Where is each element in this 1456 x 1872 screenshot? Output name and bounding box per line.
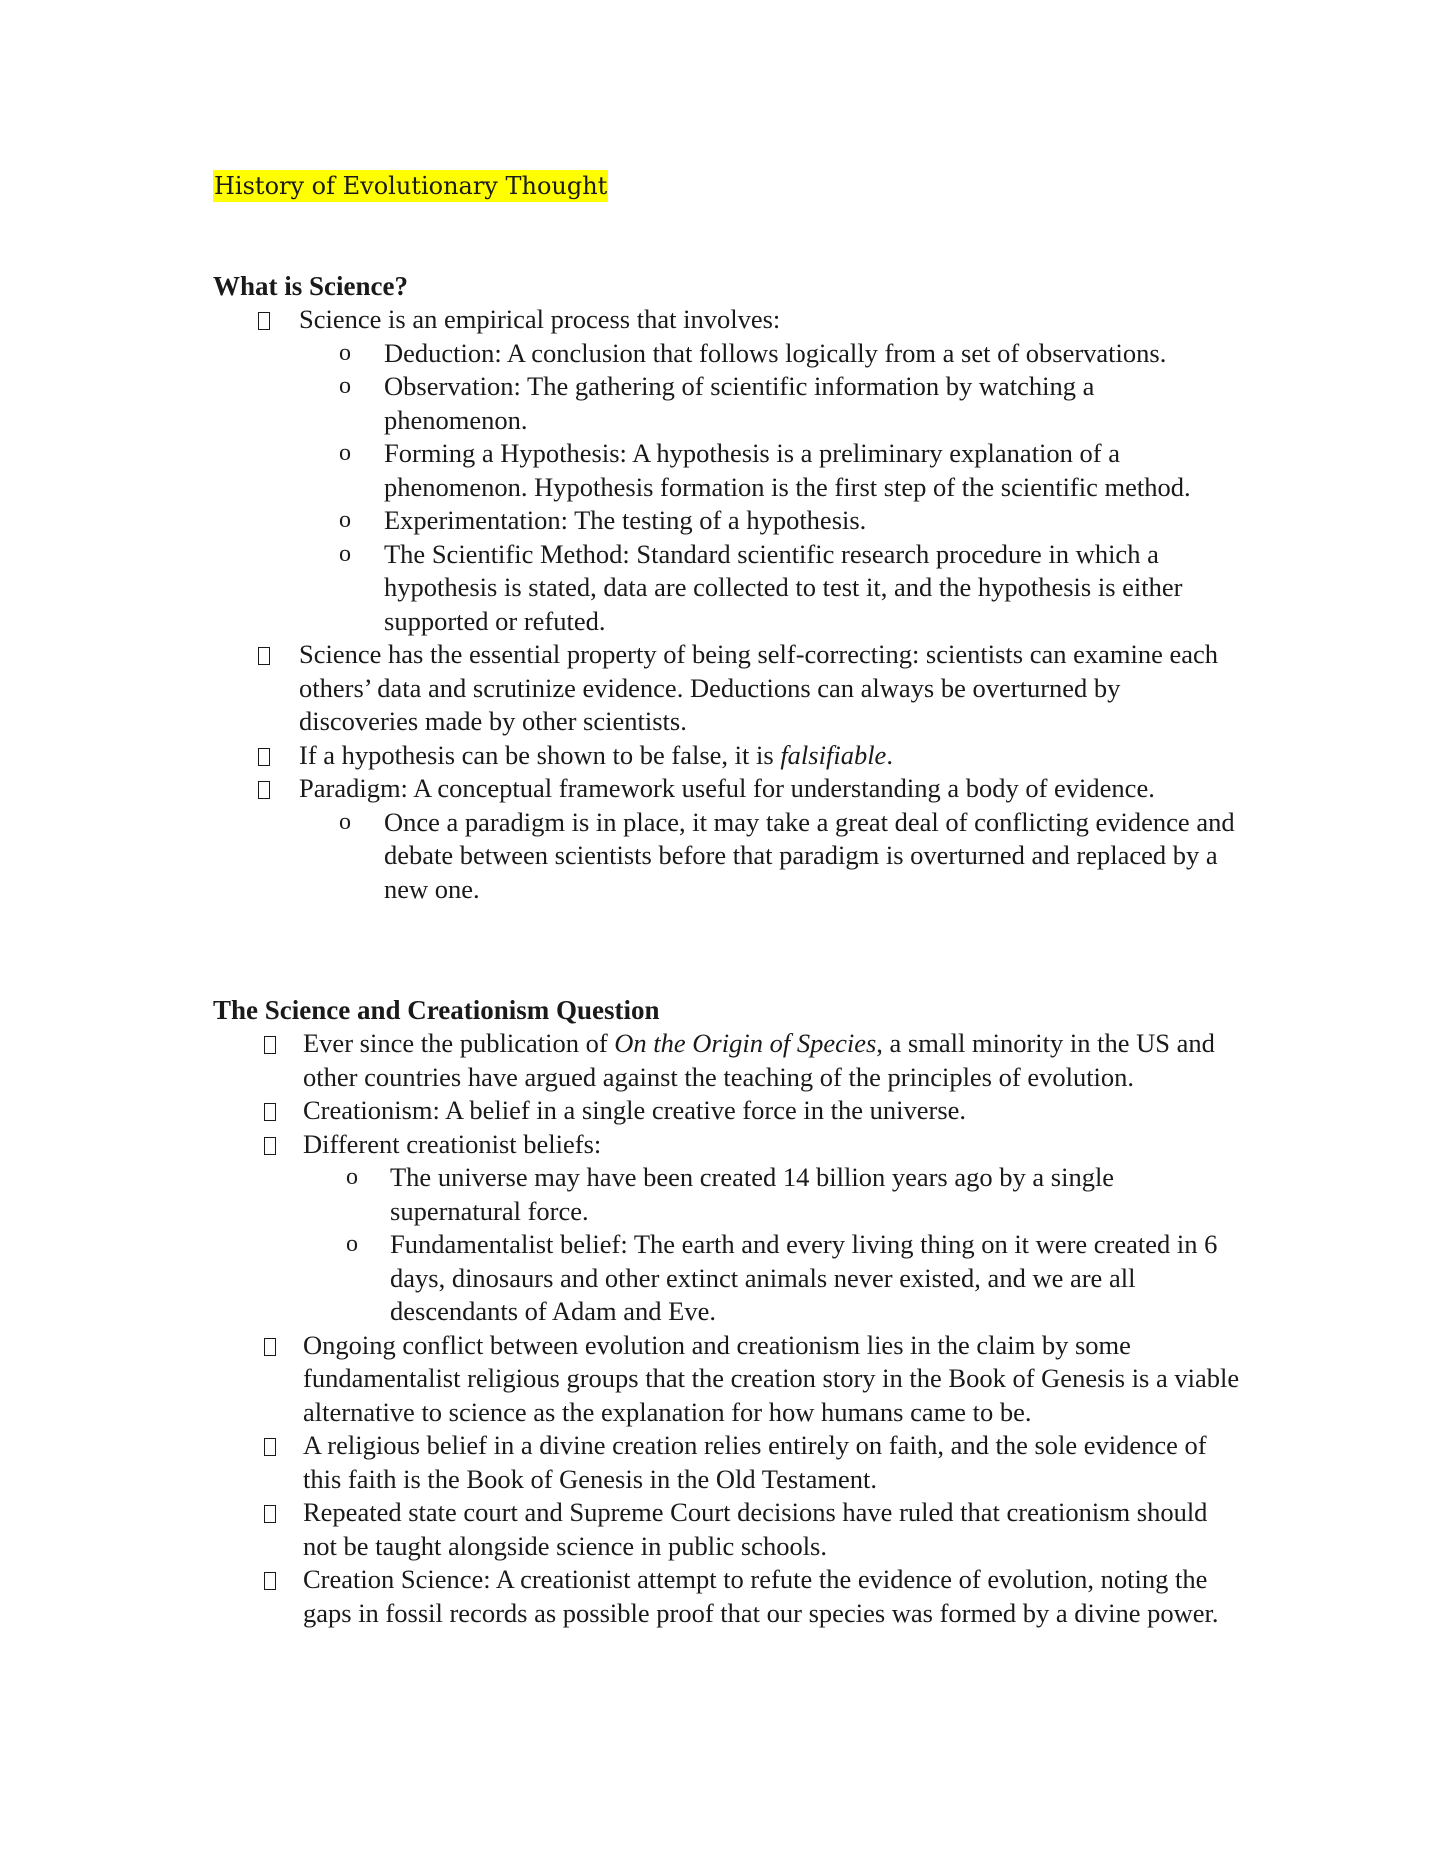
sub-list (213, 1161, 1243, 1329)
square-bullet-icon (264, 1338, 276, 1356)
sub-list-item-text: Observation: The gathering of scientific information by watching a phenomenon. (384, 371, 1095, 435)
sub-list-item-text: The universe may have been created 14 billion years ago by a single supernatural force. (390, 1162, 1115, 1226)
square-bullet-icon (258, 312, 270, 330)
sub-list-item-text: Experimentation: The testing of a hypothesis. (384, 505, 867, 535)
sub-list-item-text: Fundamentalist belief: The earth and every living thing on it were created in 6 days, dinosaurs and other extinct animals never existed, and we are all descendants of Adam and Eve. (390, 1229, 1218, 1326)
square-bullet-icon (264, 1036, 276, 1054)
section-heading: What is Science? (213, 271, 408, 301)
circle-bullet-icon: o (339, 540, 351, 567)
sub-list-item (213, 806, 1243, 907)
list-item-text: Paradigm: A conceptual framework useful for understanding a body of evidence. (299, 773, 1155, 803)
italic-term: falsifiable (780, 739, 887, 770)
circle-bullet-icon: o (346, 1231, 358, 1257)
list-item-text: Repeated state court and Supreme Court decisions have ruled that creationism should not be taught alongside science in public schools. (303, 1497, 1208, 1561)
list-item (213, 1429, 1243, 1496)
sub-list-item-text: Once a paradigm is in place, it may take a great deal of conflicting evidence and debate between scientists before that paradigm is overturned and replaced by a new one. (384, 806, 1235, 904)
circle-bullet-icon: o (346, 1164, 358, 1190)
square-bullet-icon (258, 647, 270, 665)
sub-list (213, 337, 1243, 639)
bullet-list (213, 1027, 1243, 1630)
list-item-text: Creationism: A belief in a single creative force in the universe. (303, 1095, 967, 1125)
italic-book-title: On the Origin of Species (614, 1028, 877, 1058)
list-item-text: Different creationist beliefs: (303, 1128, 602, 1159)
circle-bullet-icon: o (339, 808, 351, 835)
square-bullet-icon (258, 748, 270, 766)
square-bullet-icon (264, 1572, 276, 1590)
list-item (213, 772, 1243, 906)
list-item-text: Ongoing conflict between evolution and creationism lies in the claim by some fundamentalist religious groups that the creation story in the Book of Genesis is a viable alternative to science as the explanation for how humans came to be. (303, 1329, 1240, 1427)
section-what-is-science (213, 270, 1243, 906)
sub-list-item (213, 437, 1243, 504)
bullet-list (213, 303, 1243, 906)
list-item-text: Ever since the publication of On the Origin of Species, a small minority in the US and other countries have argued against the teaching of the principles of evolution. (303, 1028, 1215, 1092)
square-bullet-icon (264, 1137, 276, 1155)
section-heading: The Science and Creationism Question (213, 995, 660, 1025)
list-item-text: Creation Science: A creationist attempt to refute the evidence of evolution, noting the gaps in fossil records as possible proof that our species was formed by a divine power. (303, 1564, 1219, 1628)
list-item (213, 1329, 1243, 1430)
section-science-and-creationism (213, 994, 1243, 1630)
sub-list-item (213, 337, 1243, 371)
list-item (213, 1563, 1243, 1630)
circle-bullet-icon: o (339, 440, 351, 466)
sub-list-item (213, 504, 1243, 538)
list-item-text: Science has the essential property of being self-correcting: scientists can examine each others’ data and scrutinize evidence. Deductions can always be overturned by discoveries made by other scientists. (299, 639, 1219, 736)
sub-list-item-text: Forming a Hypothesis: A hypothesis is a preliminary explanation of a phenomenon. Hypothesis formation is the first step of the scientific method. (384, 438, 1191, 502)
circle-bullet-icon: o (339, 339, 351, 366)
sub-list-item (213, 1228, 1243, 1329)
list-item (213, 638, 1243, 739)
square-bullet-icon (264, 1505, 276, 1523)
list-item-text: Science is an empirical process that involves: (299, 304, 781, 334)
list-item (213, 1496, 1243, 1563)
sub-list-item-text: Deduction: A conclusion that follows logically from a set of observations. (384, 337, 1167, 368)
list-item-text: If a hypothesis can be shown to be false, it is falsifiable. (299, 739, 893, 770)
document-title: History of Evolutionary Thought (214, 172, 608, 200)
circle-bullet-icon: o (339, 373, 351, 399)
circle-bullet-icon: o (339, 507, 351, 533)
list-item (213, 1094, 1243, 1128)
sub-list (213, 806, 1243, 907)
list-item (213, 303, 1243, 638)
square-bullet-icon (264, 1438, 276, 1456)
list-item (213, 1128, 1243, 1329)
list-item (213, 739, 1243, 773)
square-bullet-icon (258, 781, 270, 799)
sub-list-item (213, 1161, 1243, 1228)
list-item-text: A religious belief in a divine creation relies entirely on faith, and the sole evidence of this faith is the Book of Genesis in the Old Testament. (303, 1430, 1207, 1494)
sub-list-item-text: The Scientific Method: Standard scientific research procedure in which a hypothesis is stated, data are collected to test it, and the hypothesis is either supported or refuted. (384, 538, 1183, 636)
list-item (213, 1027, 1243, 1094)
square-bullet-icon (264, 1103, 276, 1121)
sub-list-item (213, 370, 1243, 437)
sub-list-item (213, 538, 1243, 639)
